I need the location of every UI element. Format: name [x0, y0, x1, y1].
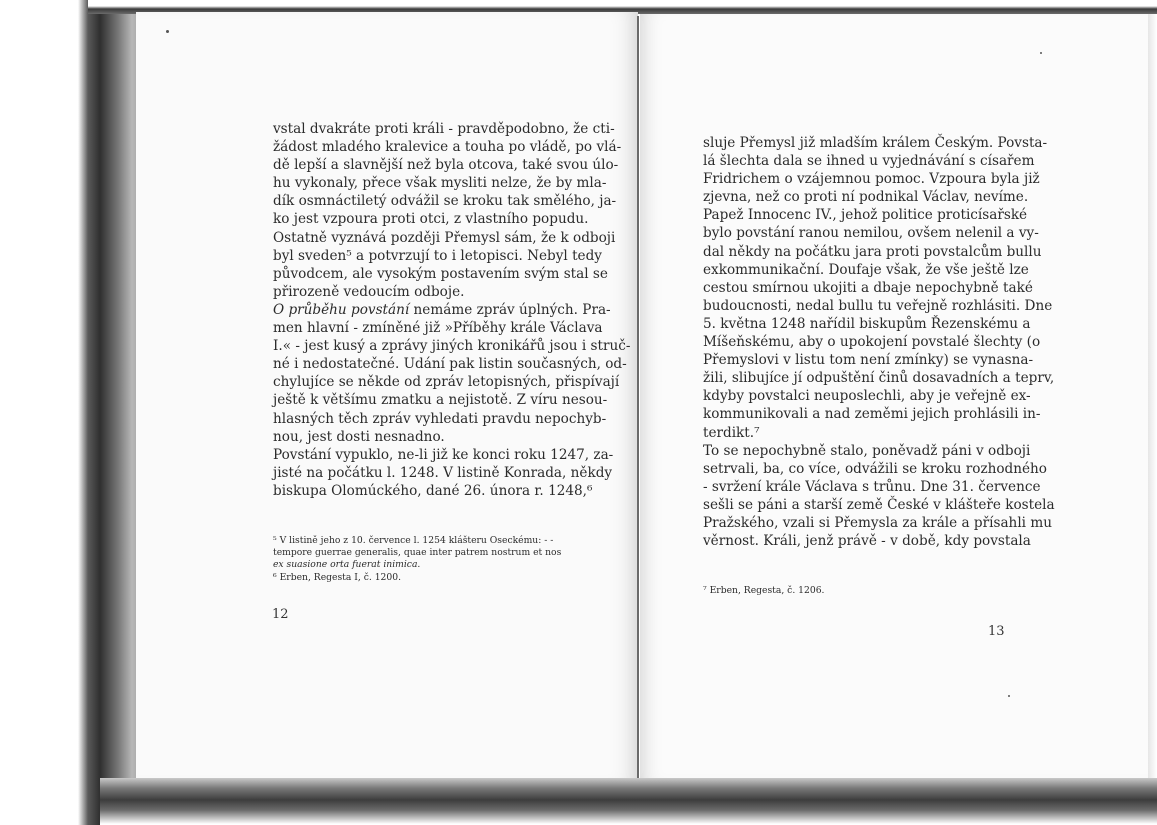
footnote-line: tempore guerrae generalis, quae inter patrem nostrum et nos: [273, 547, 562, 559]
book-gutter: [637, 16, 639, 778]
text-line: žili, slibujíce jí odpuštění činů dosavadních a teprv,: [703, 370, 1055, 387]
text-line: nou, jest dosti nesnadno.: [273, 428, 445, 445]
text-line: setrvali, ba, co více, odvážili se kroku rozhodného: [703, 460, 1047, 477]
right-page-edge: [1148, 14, 1157, 780]
scan-speck: [166, 30, 169, 33]
text-line: hu vykonaly, přece však mysliti nelze, že by mla-: [273, 175, 607, 192]
text-line: žádost mladého kralevice a touha po vládě, po vlá-: [273, 139, 622, 156]
text-line: Míšeňskému, aby o upokojení povstalé šlechty (o: [703, 334, 1041, 351]
page-number-left: 12: [272, 607, 289, 622]
left-page-footnotes: [273, 535, 591, 584]
text-line: - svržení krále Václava s trůnu. Dne 31. července: [703, 478, 1041, 495]
text-line: chylujíce se někde od zpráv letopisných, přispívají: [273, 374, 620, 391]
text-line: dík osmnáctiletý odvážil se kroku tak smělého, ja-: [273, 193, 617, 210]
text-line: lá šlechta dala se ihned u vyjednávání s císařem: [703, 153, 1035, 170]
text-line: men hlavní - zmíněné již »Příběhy krále Václava: [273, 320, 603, 337]
text-line: Fridrichem o vzájemnou pomoc. Vzpoura byla již: [703, 171, 1040, 188]
text-line: byl sveden⁵ a potvrzují to i letopisci. Nebyl tedy: [273, 247, 602, 264]
text-line: původcem, ale vysokým postavením svým stal se: [273, 265, 608, 282]
text-line: ko jest vzpoura proti otci, z vlastního popudu.: [273, 211, 589, 228]
text-line: Papež Innocenc IV., jehož politice proticísařské: [703, 207, 1028, 224]
text-line: jisté na počátku l. 1248. V listině Konrada, někdy: [273, 464, 613, 481]
text-line: dal někdy na počátku jara proti povstalcům bullu: [703, 243, 1042, 260]
page-number-right: 13: [988, 624, 1005, 639]
right-page-footnotes: [703, 585, 1009, 597]
text-line: cestou smírnou ukojiti a dbaje nepochybně také: [703, 279, 1033, 296]
text-line: Pražského, vzali si Přemysla za krále a přísahli mu: [703, 514, 1052, 531]
text-line: dě lepší a slavnější než byla otcova, také svou úlo-: [273, 157, 619, 174]
text-line: ještě k většímu zmatku a nejistotě. Z víru nesou-: [273, 392, 608, 409]
footnote-line: ⁷ Erben, Regesta, č. 1206.: [703, 585, 825, 596]
text-line: věrnost. Králi, jenž právě - v době, kdy povstala: [703, 533, 1031, 550]
footnote-line: ⁶ Erben, Regesta I, č. 1200.: [273, 571, 402, 583]
book-cover-bottom-edge: [100, 778, 1157, 825]
text-fragment: nemáme zpráv úplných. Pra-: [409, 301, 611, 318]
book-cover-left-edge: [0, 0, 145, 825]
text-line: budoucnosti, nedal bullu tu veřejně rozhlásiti. Dne: [703, 297, 1053, 314]
text-line: né i nedostatečné. Udání pak listin současných, od-: [273, 356, 627, 373]
text-line: kdyby povstalci neuposlechli, aby je veřejně ex-: [703, 388, 1031, 405]
text-line: kommunikovali a nad zeměmi jejich prohlásili in-: [703, 406, 1041, 423]
text-line: 5. května 1248 nařídil biskupům Řezenskému a: [703, 315, 1031, 332]
text-line: I.« - jest kusý a zprávy jiných kronikářů jsou i struč-: [273, 338, 631, 355]
text-line: hlasných těch zpráv vyhledati pravdu nepochyb-: [273, 410, 607, 427]
text-line: vstal dvakráte proti králi - pravděpodobno, že cti-: [273, 121, 615, 137]
text-line: sešli se páni a starší země České v klášteře kostela: [703, 496, 1055, 513]
text-line: Ostatně vyznává později Přemysl sám, že k odboji: [273, 229, 616, 246]
text-line: sluje Přemysl již mladším králem Českým. Povsta-: [703, 135, 1048, 151]
footnote-line: ex suasione orta fuerat inimica.: [273, 559, 421, 571]
scan-speck: [1008, 695, 1010, 697]
scan-speck: [1040, 52, 1042, 54]
text-line: exkommunikační. Doufaje však, že vše ještě lze: [703, 261, 1029, 278]
text-line: Přemyslovi v listu tom není zmínky) se vynasna-: [703, 352, 1034, 369]
text-line: terdikt.⁷: [703, 424, 760, 441]
paragraph-start-line: [273, 301, 611, 319]
italic-heading-phrase: O průběhu povstání: [273, 301, 410, 318]
left-page-body-text: [273, 120, 631, 500]
right-page-body-text: [703, 134, 1055, 550]
text-line: zjevna, než co proti ní podnikal Václav, nevíme.: [703, 189, 1029, 206]
text-line: Povstání vypuklo, ne-li již ke konci roku 1247, za-: [273, 446, 614, 463]
text-line: biskupa Olomúckého, dané 26. února r. 1248,⁶: [273, 482, 593, 499]
footnote-line: ⁵ V listině jeho z 10. července l. 1254 klášteru Oseckému: - -: [273, 535, 554, 546]
text-line: To se nepochybně stalo, poněvadž páni v odboji: [703, 442, 1031, 459]
text-line: bylo povstání ranou nemilou, ovšem nelenil a vy-: [703, 225, 1039, 242]
text-line: přirozeně vedoucím odboje.: [273, 283, 465, 300]
